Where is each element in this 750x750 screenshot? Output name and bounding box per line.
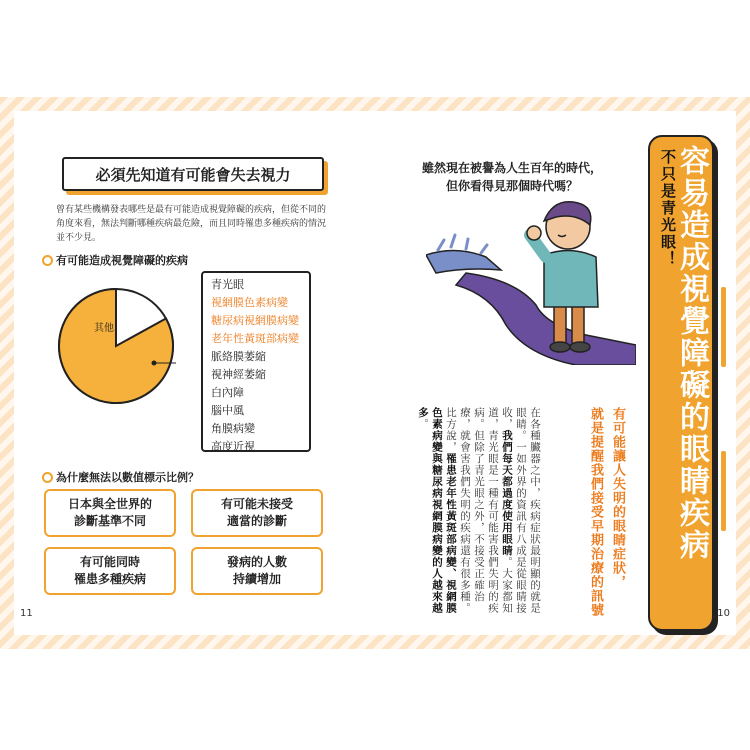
disease-item: 白內障 [211,386,244,399]
pie-other-label: 其他 [94,323,114,334]
side-tab-marker [721,287,726,367]
disease-item: 腦中風 [211,404,244,417]
disease-item: 角膜病變 [211,422,255,435]
right-page [376,111,736,635]
disease-item: 糖尿病視網膜病變 [211,314,299,327]
reason-card: 有可能同時 罹患多種疾病 [44,547,176,595]
disease-list-box [201,271,311,452]
subtitle: 有可能讓人失明的眼睛症狀， 就是提醒我們接受早期治療的訊號 [588,407,625,617]
disease-item: 視神經萎縮 [211,368,266,381]
side-tab-marker [721,451,726,531]
disease-item: 視網膜色素病變 [211,296,288,309]
disease-item: 高度近視 [211,440,255,453]
book-spread [0,97,750,649]
left-page [14,111,376,635]
disease-item: 脈絡膜萎縮 [211,350,266,363]
bullet-ring-icon [42,255,53,266]
chapter-title: 容易造成視覺障礙的眼睛疾病 [674,145,709,561]
speech-caption: 雖然現在被譽為人生百年的時代， 但你看得見那個時代嗎？ [421,161,602,193]
title-tab [648,135,714,635]
worried-person-illustration [426,195,636,365]
reason-card: 發病的人數 持續增加 [191,547,323,595]
title-kicker: 不只是青光眼！ [659,149,677,268]
body-paragraph: 在各種臟器之中，疾病症狀最明顯的就是眼睛。一如外界的資訊有八成是從眼睛接收，我們每天都過度使用眼睛。大家都知道，青光眼是一種有可能害我們失明的疾病。但除了青光眼之外，不接受正確治療，就會害我們失明的疾病還有很多種。比方說，罹患老年性黃斑部病變、視網膜色素病變與糖尿病視網膜病變的人越來越多。 [417,407,541,614]
disease-list [211,276,301,456]
disease-pie-chart [56,286,176,406]
intro-paragraph: 曾有某些機構發表哪些是最有可能造成視覺障礙的疾病，但從不同的角度來看，無法判斷哪種疾病最危險，而且同時罹患多種疾病的情況並不少見。 [56,205,327,243]
bullet-ring-icon [42,472,53,483]
reason-card: 日本與全世界的 診斷基準不同 [44,489,176,537]
section1-title: 有可能造成視覺障礙的疾病 [42,252,188,268]
page-number-left: 11 [20,608,33,619]
reason-card: 有可能未接受 適當的診斷 [191,489,323,537]
disease-item: 老年性黃斑部病變 [211,332,299,345]
heading-text: 必須先知道有可能會失去視力 [62,157,324,191]
disease-item: 青光眼 [211,278,244,291]
section2-title: 為什麼無法以數值標示比例？ [42,469,199,485]
page-number-right: 10 [717,608,730,619]
section-heading [62,157,324,191]
